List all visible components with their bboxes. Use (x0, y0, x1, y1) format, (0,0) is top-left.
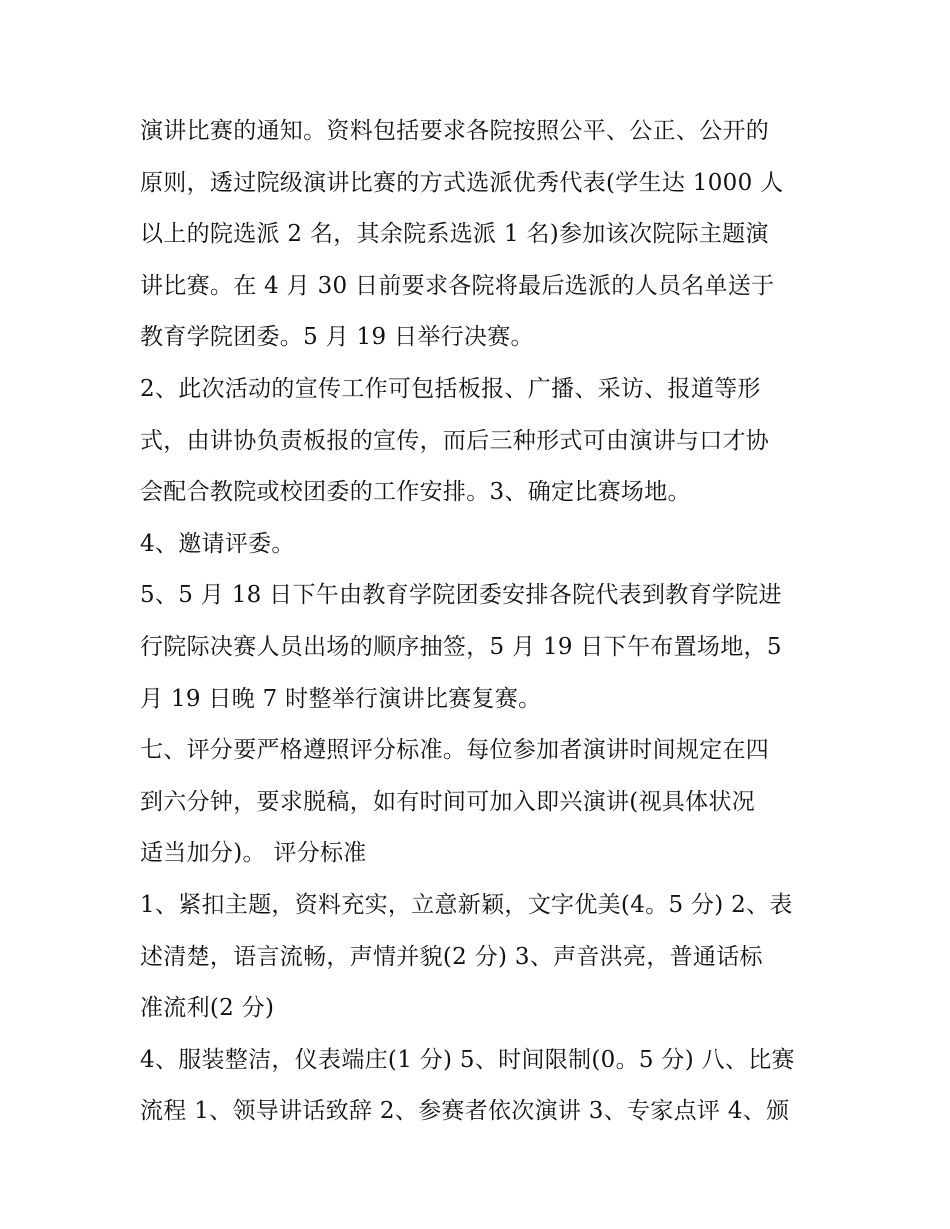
text-line: 适当加分)。 评分标准 (140, 840, 367, 867)
text-line: 式，由讲协负责板报的宣传，而后三种形式可由演讲与口才协 (140, 427, 770, 454)
text-line: 会配合教院或校团委的工作安排。3、确定比赛场地。 (140, 479, 691, 506)
text-line: 以上的院选派 2 名，其余院系选派 1 名)参加该次院际主题演 (140, 221, 769, 248)
text-line: 到六分钟，要求脱稿，如有时间可加入即兴演讲(视具体状况 (140, 788, 756, 815)
text-line: 4、服装整洁，仪表端庄(1 分) 5、时间限制(0。5 分) 八、比赛 (140, 1046, 795, 1073)
text-line: 4、邀请评委。 (140, 530, 295, 557)
text-line: 1、紧扣主题，资料充实，立意新颖，文字优美(4。5 分) 2、表 (140, 891, 793, 918)
text-line: 流程 1、领导讲话致辞 2、参赛者依次演讲 3、专家点评 4、颁 (140, 1098, 790, 1125)
text-line: 原则，透过院级演讲比赛的方式选派优秀代表(学生达 1000 人 (140, 169, 784, 196)
text-line: 月 19 日晚 7 时整举行演讲比赛复赛。 (140, 685, 542, 712)
text-line: 述清楚，语言流畅，声情并貌(2 分) 3、声音洪亮，普通话标 (140, 943, 763, 970)
text-line: 行院际决赛人员出场的顺序抽签，5 月 19 日下午布置场地，5 (140, 633, 782, 660)
text-line: 准流利(2 分) (140, 995, 275, 1022)
text-line: 演讲比赛的通知。资料包括要求各院按照公平、公正、公开的 (140, 118, 770, 144)
text-line: 5、5 月 18 日下午由教育学院团委安排各院代表到教育学院进 (140, 582, 782, 609)
document-body (140, 106, 820, 1138)
text-line: 讲比赛。在 4 月 30 日前要求各院将最后选派的人员名单送于 (140, 272, 775, 299)
text-line: 2、此次活动的宣传工作可包括板报、广播、采访、报道等形 (140, 375, 761, 402)
text-line: 教育学院团委。5 月 19 日举行决赛。 (140, 324, 534, 351)
text-line: 七、评分要严格遵照评分标准。每位参加者演讲时间规定在四 (140, 737, 770, 764)
